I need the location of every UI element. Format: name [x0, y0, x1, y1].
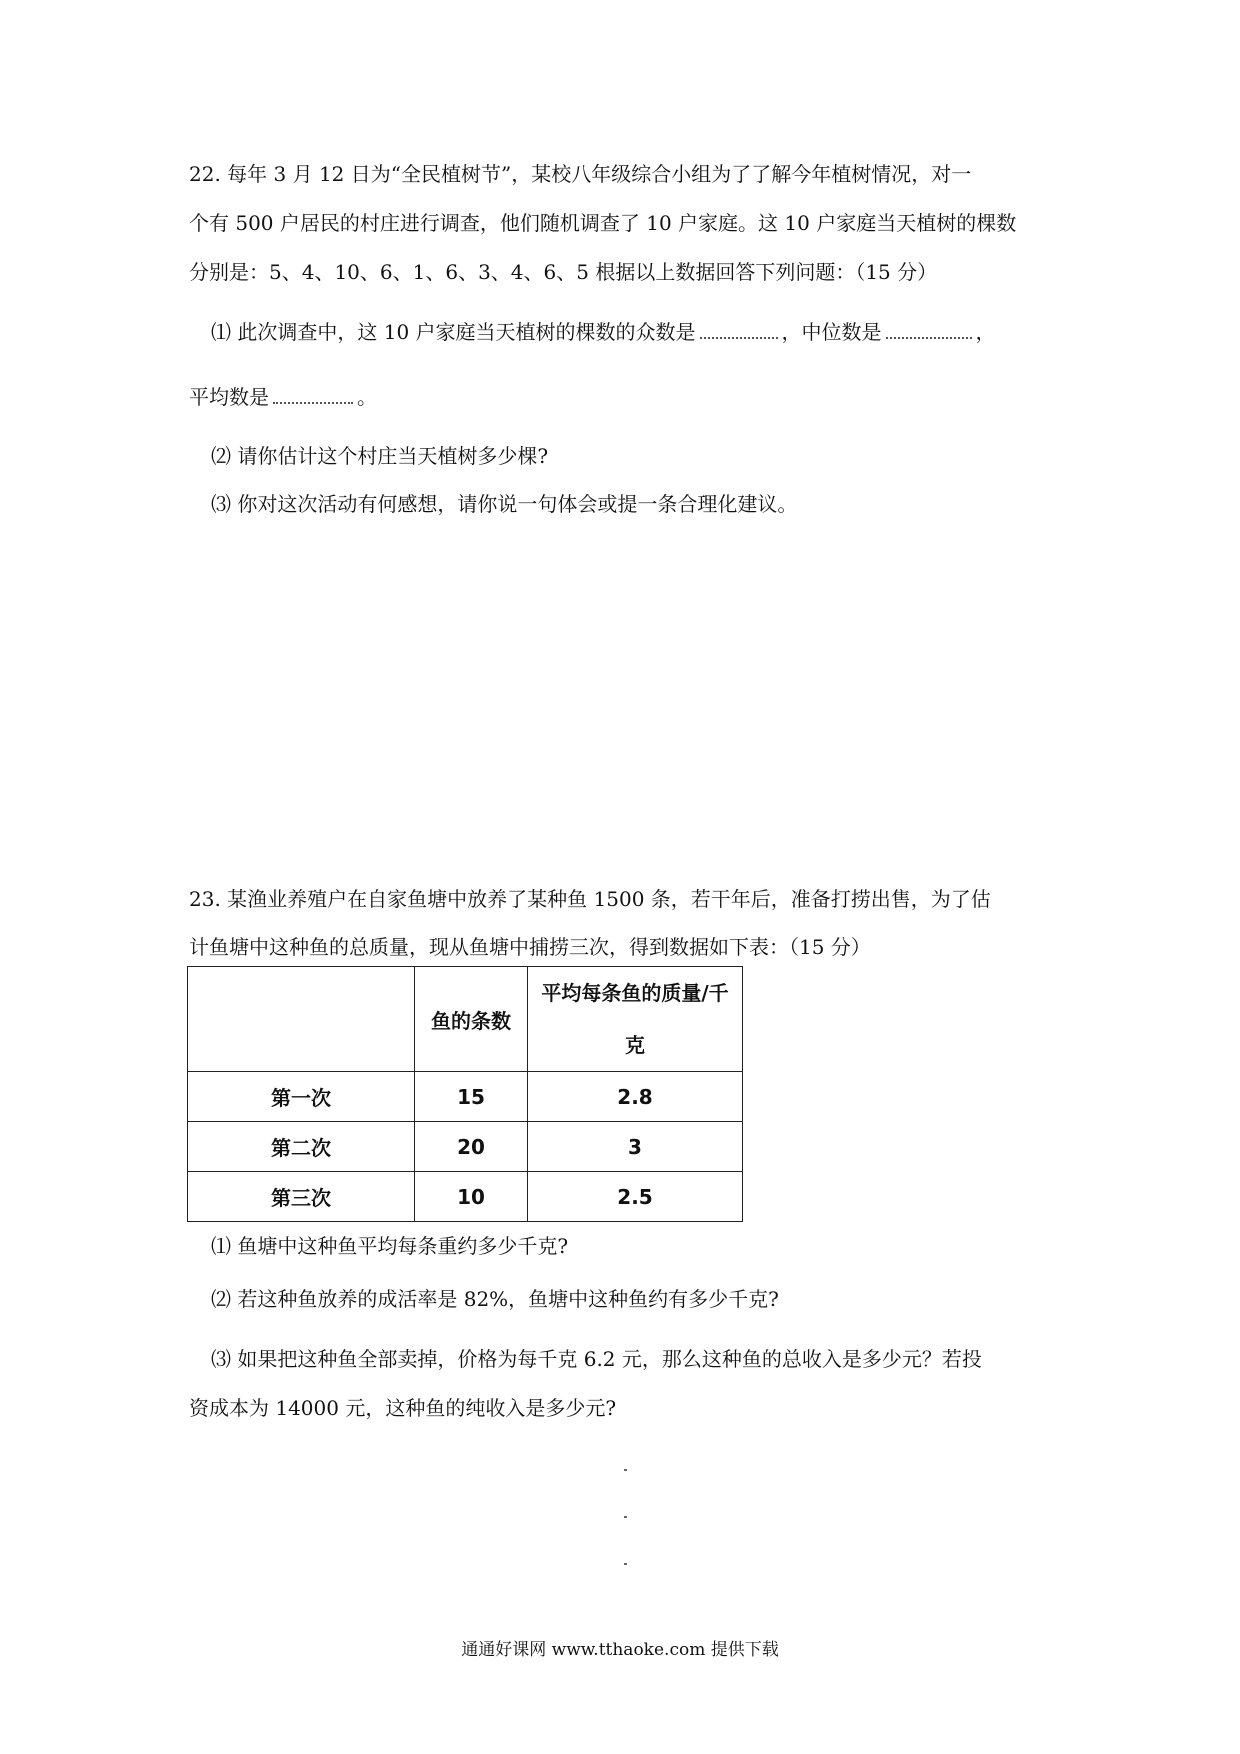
table-row-weight: 2.8	[528, 1072, 743, 1122]
q23-part-3-line-2: 资成本为 14000 元，这种鱼的纯收入是多少元?	[189, 1396, 617, 1420]
q22-line-1: 22. 每年 3 月 12 日为“全民植树节”，某校八年级综合小组为了了解今年植树情况，对一	[189, 162, 972, 186]
table-header-weight	[528, 967, 743, 1072]
q23-line-2: 计鱼塘中这种鱼的总质量，现从鱼塘中捕捞三次，得到数据如下表：（15 分）	[189, 935, 871, 959]
table-row-weight: 2.5	[528, 1172, 743, 1222]
scan-speck	[624, 1469, 627, 1471]
table-row	[188, 1072, 743, 1122]
table-header-weight-line-2: 克	[625, 1033, 645, 1057]
table-row-weight: 3	[528, 1122, 743, 1172]
fish-data-table	[187, 966, 743, 1222]
table-row-count: 15	[415, 1072, 528, 1122]
table-header-row	[188, 967, 743, 1072]
q22-part-1-line-2-prefix: 平均数是	[189, 385, 269, 409]
table-row-label: 第二次	[188, 1122, 415, 1172]
table-row-label: 第一次	[188, 1072, 415, 1122]
q23-part-2: ⑵ 若这种鱼放养的成活率是 82%，鱼塘中这种鱼约有多少千克?	[211, 1287, 779, 1311]
q22-part-1-middle: ，中位数是	[781, 320, 882, 344]
table-row-count: 10	[415, 1172, 528, 1222]
table-row-label: 第三次	[188, 1172, 415, 1222]
table-header-weight-line-1: 平均每条鱼的质量/千	[541, 981, 729, 1005]
table-header-count: 鱼的条数	[415, 967, 528, 1072]
q22-part-3: ⑶ 你对这次活动有何感想，请你说一句体会或提一条合理化建议。	[211, 492, 798, 516]
q22-part-1	[211, 318, 996, 346]
q22-part-1-prefix: ⑴ 此次调查中，这 10 户家庭当天植树的棵数的众数是	[211, 320, 696, 344]
q23-part-1: ⑴ 鱼塘中这种鱼平均每条重约多少千克?	[211, 1234, 569, 1258]
q23-line-1: 23. 某渔业养殖户在自家鱼塘中放养了某种鱼 1500 条，若干年后，准备打捞出售，为了估	[189, 887, 991, 911]
table-header-empty-cell	[188, 967, 415, 1072]
q22-line-2: 个有 500 户居民的村庄进行调查，他们随机调查了 10 户家庭。这 10 户家庭当天植树的棵数	[189, 211, 1017, 235]
scan-speck	[624, 1563, 627, 1565]
scan-speck	[624, 1516, 627, 1518]
q22-line-3: 分别是：5、4、10、6、1、6、3、4、6、5 根据以上数据回答下列问题：（15 分）	[189, 260, 938, 284]
q22-part-1-line-2-end: 。	[357, 385, 377, 409]
table-row	[188, 1122, 743, 1172]
q22-part-1-line-2	[189, 383, 377, 411]
median-answer-blank[interactable]	[886, 319, 972, 339]
table-row-count: 20	[415, 1122, 528, 1172]
footer-credit: 通通好课网 www.tthaoke.com 提供下载	[461, 1640, 779, 1660]
q22-part-2: ⑵ 请你估计这个村庄当天植树多少棵?	[211, 444, 549, 468]
q23-part-3-line-1: ⑶ 如果把这种鱼全部卖掉，价格为每千克 6.2 元，那么这种鱼的总收入是多少元？若投	[211, 1347, 982, 1371]
mode-answer-blank[interactable]	[700, 319, 778, 339]
q22-part-1-end: ，	[975, 320, 996, 344]
mean-answer-blank[interactable]	[273, 384, 353, 404]
table-row	[188, 1172, 743, 1222]
